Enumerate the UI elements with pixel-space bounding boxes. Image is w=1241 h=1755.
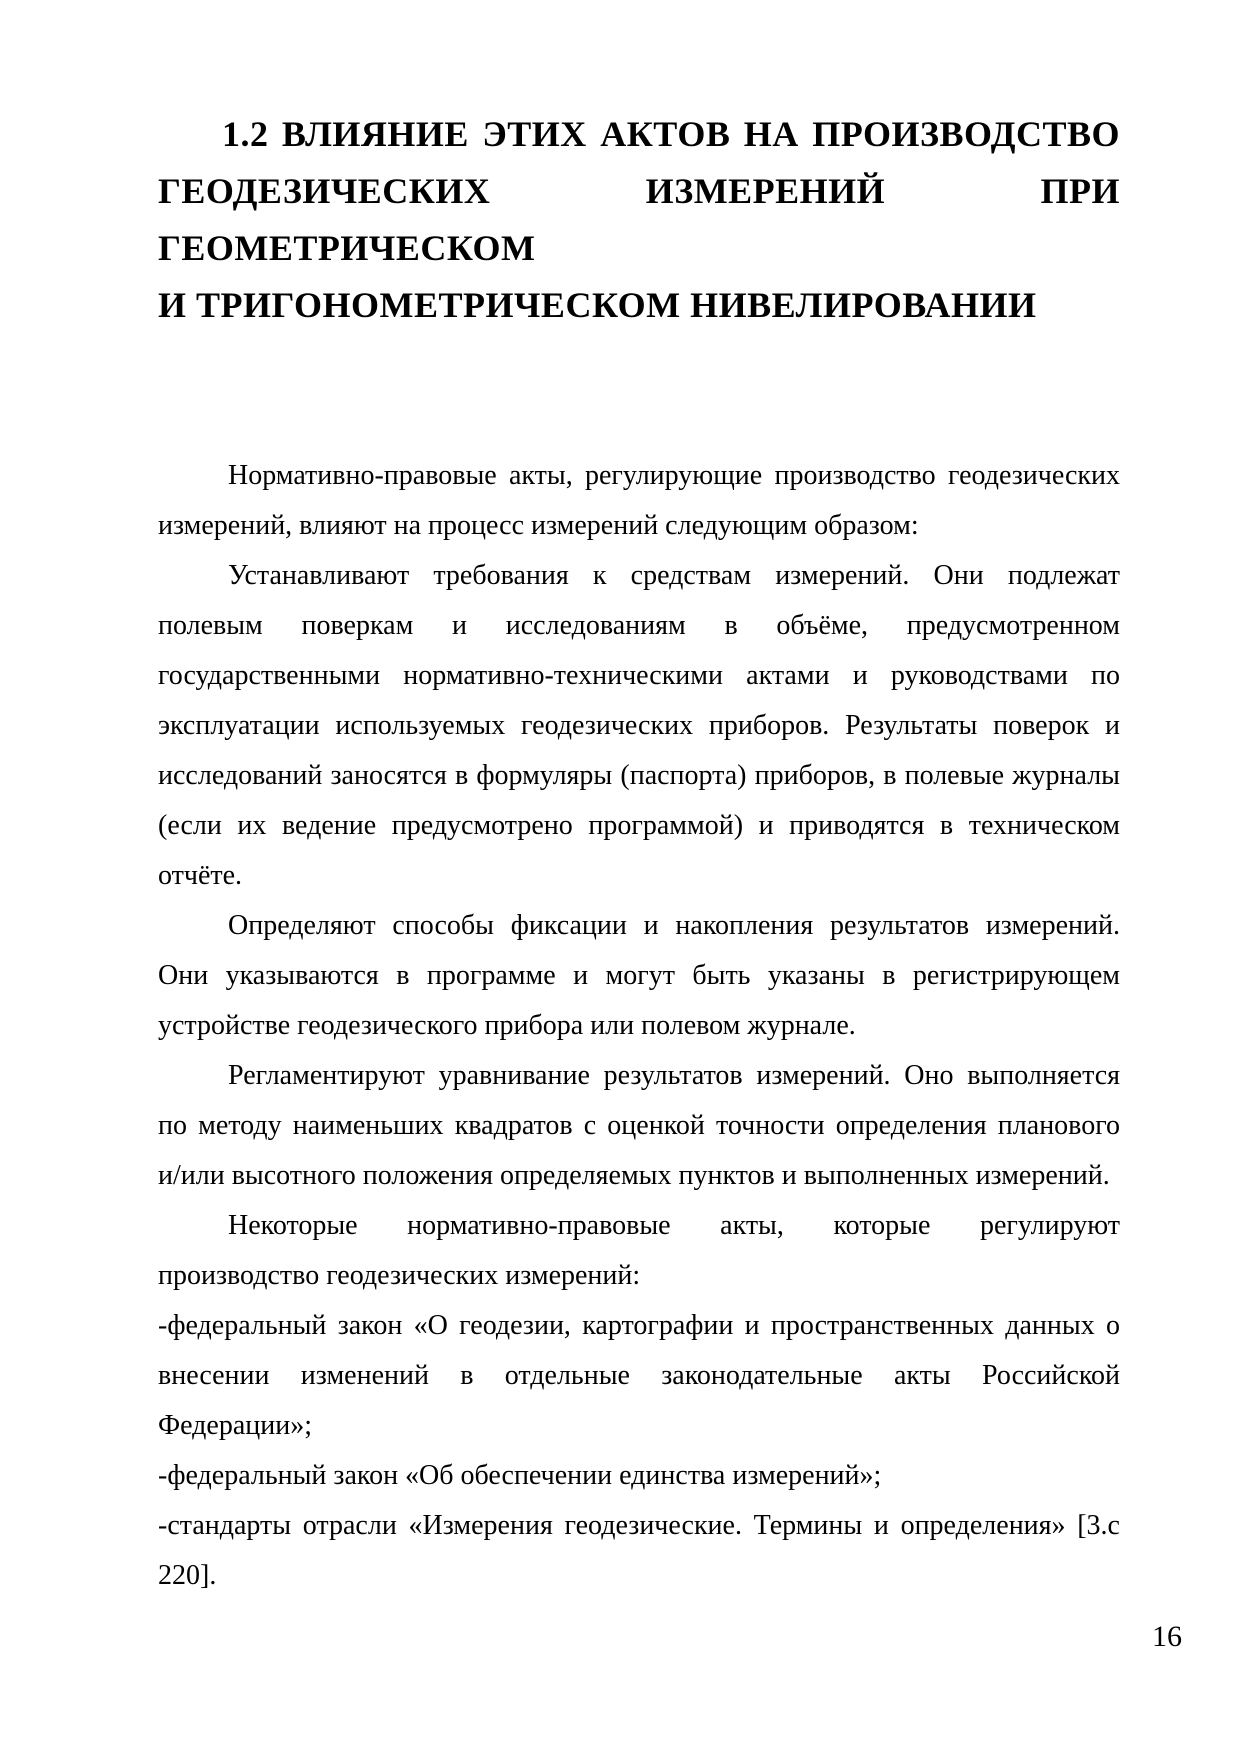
paragraph: [158, 1051, 1120, 1201]
text-line: внесении изменений в отдельные законодательные акты Российской: [158, 1360, 1120, 1391]
text-line: Федерации»;: [158, 1410, 313, 1441]
text-line: эксплуатации используемых геодезических приборов. Результаты поверок и: [158, 710, 1120, 741]
text-line: -федеральный закон «О геодезии, картографии и пространственных данных о: [158, 1310, 1120, 1341]
text-line: отчёте.: [158, 860, 243, 891]
text-line: измерений, влияют на процесс измерений следующим образом:: [158, 510, 919, 541]
heading-line: 1.2 ВЛИЯНИЕ ЭТИХ АКТОВ НА ПРОИЗВОДСТВО: [222, 114, 1120, 154]
text-line: и/или высотного положения определяемых пунктов и выполненных измерений.: [158, 1160, 1110, 1191]
paragraph: [158, 451, 1120, 551]
text-line: государственными нормативно-техническими актами и руководствами по: [158, 660, 1120, 691]
text-line: (если их ведение предусмотрено программой) и приводятся в техническом: [158, 810, 1120, 841]
text-line: -стандарты отрасли «Измерения геодезические. Термины и определения» [3.с: [158, 1510, 1120, 1541]
heading-line: ГЕОДЕЗИЧЕСКИХ ИЗМЕРЕНИЙ ПРИ ГЕОМЕТРИЧЕСКОМ: [158, 171, 1120, 268]
heading-line: И ТРИГОНОМЕТРИЧЕСКОМ НИВЕЛИРОВАНИИ: [158, 285, 1037, 325]
text-line: Они указываются в программе и могут быть указаны в регистрирующем: [158, 960, 1120, 991]
text-line: -федеральный закон «Об обеспечении единства измерений»;: [158, 1460, 882, 1491]
page-content: [158, 0, 1120, 1601]
paragraph: [158, 1451, 1120, 1501]
text-line: 220].: [158, 1560, 217, 1591]
text-line: полевым поверкам и исследованиям в объёме, предусмотренном: [158, 610, 1120, 641]
text-line: Некоторые нормативно-правовые акты, которые регулируют: [228, 1210, 1120, 1241]
text-line: по методу наименьших квадратов с оценкой точности определения планового: [158, 1110, 1120, 1141]
body-text: [158, 451, 1120, 1601]
text-line: исследований заносятся в формуляры (паспорта) приборов, в полевые журналы: [158, 760, 1120, 791]
paragraph: [158, 901, 1120, 1051]
text-line: Устанавливают требования к средствам измерений. Они подлежат: [228, 560, 1120, 591]
section-heading: [158, 106, 1120, 334]
text-line: производство геодезических измерений:: [158, 1260, 641, 1291]
text-line: устройстве геодезического прибора или полевом журнале.: [158, 1010, 856, 1041]
text-line: Регламентируют уравнивание результатов измерений. Оно выполняется: [228, 1060, 1120, 1091]
paragraph: [158, 1201, 1120, 1301]
page-number: 16: [1152, 1620, 1182, 1653]
paragraph: [158, 1301, 1120, 1451]
paragraph: [158, 1501, 1120, 1601]
paragraph: [158, 551, 1120, 901]
text-line: Нормативно-правовые акты, регулирующие производство геодезических: [228, 460, 1120, 491]
text-line: Определяют способы фиксации и накопления результатов измерений.: [228, 910, 1120, 941]
